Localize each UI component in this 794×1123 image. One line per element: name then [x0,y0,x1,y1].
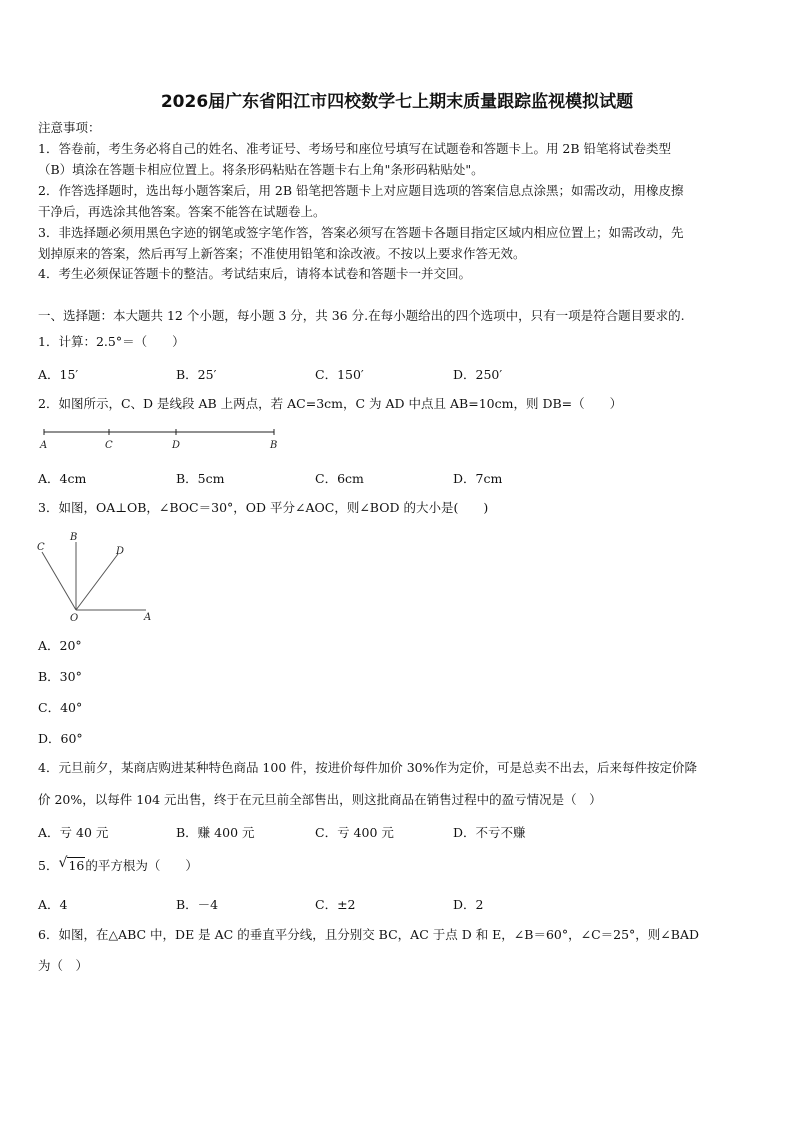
q5-option-a: A．4 [38,897,68,912]
point-label-d: D [116,546,125,557]
angle-figure [34,528,164,624]
point-label-a: A [144,612,152,623]
question-5-stem [38,855,198,874]
question-6-stem-cont: 为（ ） [38,958,89,973]
q5-option-d: D．2 [453,897,484,912]
notice-line: 干净后，再选涂其他答案。答案不能答在试题卷上。 [38,204,326,219]
notice-line: 3．非选择题必须用黑色字迹的钢笔或签字笔作答，答案必须写在答题卡各题目指定区域内相应位置上；如需改动，先 [38,225,684,240]
notice-line: 4．考生必须保证答题卡的整洁。考试结束后，请将本试卷和答题卡一并交回。 [38,266,471,281]
point-label-b: B [270,440,278,451]
notice-heading: 注意事项： [38,120,101,135]
page-title: 2026届广东省阳江市四校数学七上期末质量跟踪监视模拟试题 [160,92,634,112]
q1-option-d: D．250′ [453,367,503,382]
question-3-stem: 3．如图，OA⊥OB，∠BOC＝30°，OD 平分∠AOC，则∠BOD 的大小是( ) [38,500,489,515]
q2-option-c: C．6cm [315,471,364,486]
q3-option-c: C．40° [38,700,83,715]
q4-option-c: C．亏 400 元 [315,825,394,840]
question-2-stem: 2．如图所示，C、D 是线段 AB 上两点，若 AC=3cm，C 为 AD 中点且 AB=10cm，则 DB=（ ） [38,396,623,411]
point-label-b: B [70,532,78,543]
question-4-stem-cont: 价 20%，以每件 104 元出售，终于在元旦前全部售出，则这批商品在销售过程中的盈亏情况是（ ） [38,792,602,807]
point-label-c: C [37,542,45,553]
section-heading: 一、选择题：本大题共 12 个小题，每小题 3 分，共 36 分.在每小题给出的四个选项中，只有一项是符合题目要求的. [38,308,685,323]
segment-figure [38,424,288,456]
q1-option-c: C．150′ [315,367,364,382]
question-1-stem: 1．计算：2.5°＝（ ） [38,334,185,349]
q5-text: 的平方根为（ ） [85,858,198,873]
point-label-c: C [105,440,113,451]
q3-option-b: B．30° [38,669,82,684]
question-6-stem: 6．如图，在△ABC 中，DE 是 AC 的垂直平分线，且分别交 BC，AC 于点 D 和 E，∠B＝60°，∠C＝25°，则∠BAD [38,927,700,942]
q4-option-d: D．不亏不赚 [453,825,526,840]
q3-option-a: A．20° [38,638,82,653]
notice-line: 划掉原来的答案，然后再写上新答案；不准使用铅笔和涂改液。不按以上要求作答无效。 [38,246,526,261]
notice-line: 1．答卷前，考生务必将自己的姓名、准考证号、考场号和座位号填写在试题卷和答题卡上。用 2B 铅笔将试卷类型 [38,141,672,156]
notice-line: 2．作答选择题时，选出每小题答案后，用 2B 铅笔把答题卡上对应题目选项的答案信息点涂黑；如需改动，用橡皮擦 [38,183,684,198]
q5-number: 5． [38,858,59,873]
ray-od [76,554,118,610]
q5-option-b: B．－4 [176,897,219,912]
point-label-a: A [40,440,48,451]
point-label-o: O [70,613,79,624]
q4-option-b: B．赚 400 元 [176,825,255,840]
q3-option-d: D．60° [38,731,83,746]
q1-option-b: B．25′ [176,367,217,382]
q2-option-b: B．5cm [176,471,225,486]
q2-option-a: A．4cm [38,471,87,486]
question-4-stem: 4．元旦前夕，某商店购进某种特色商品 100 件，按进价每件加价 30%作为定价，可是总卖不出去，后来每件按定价降 [38,760,698,775]
ray-oc [42,552,76,610]
q4-option-a: A．亏 40 元 [38,825,109,840]
notice-line: （B）填涂在答题卡相应位置上。将条形码粘贴在答题卡右上角"条形码粘贴处"。 [38,162,484,177]
q5-option-c: C．±2 [315,897,356,912]
square-root-expression: √ 16 [58,855,85,873]
q1-option-a: A．15′ [38,367,79,382]
q2-option-d: D．7cm [453,471,503,486]
radicand: 16 [68,858,85,873]
point-label-d: D [172,440,181,451]
